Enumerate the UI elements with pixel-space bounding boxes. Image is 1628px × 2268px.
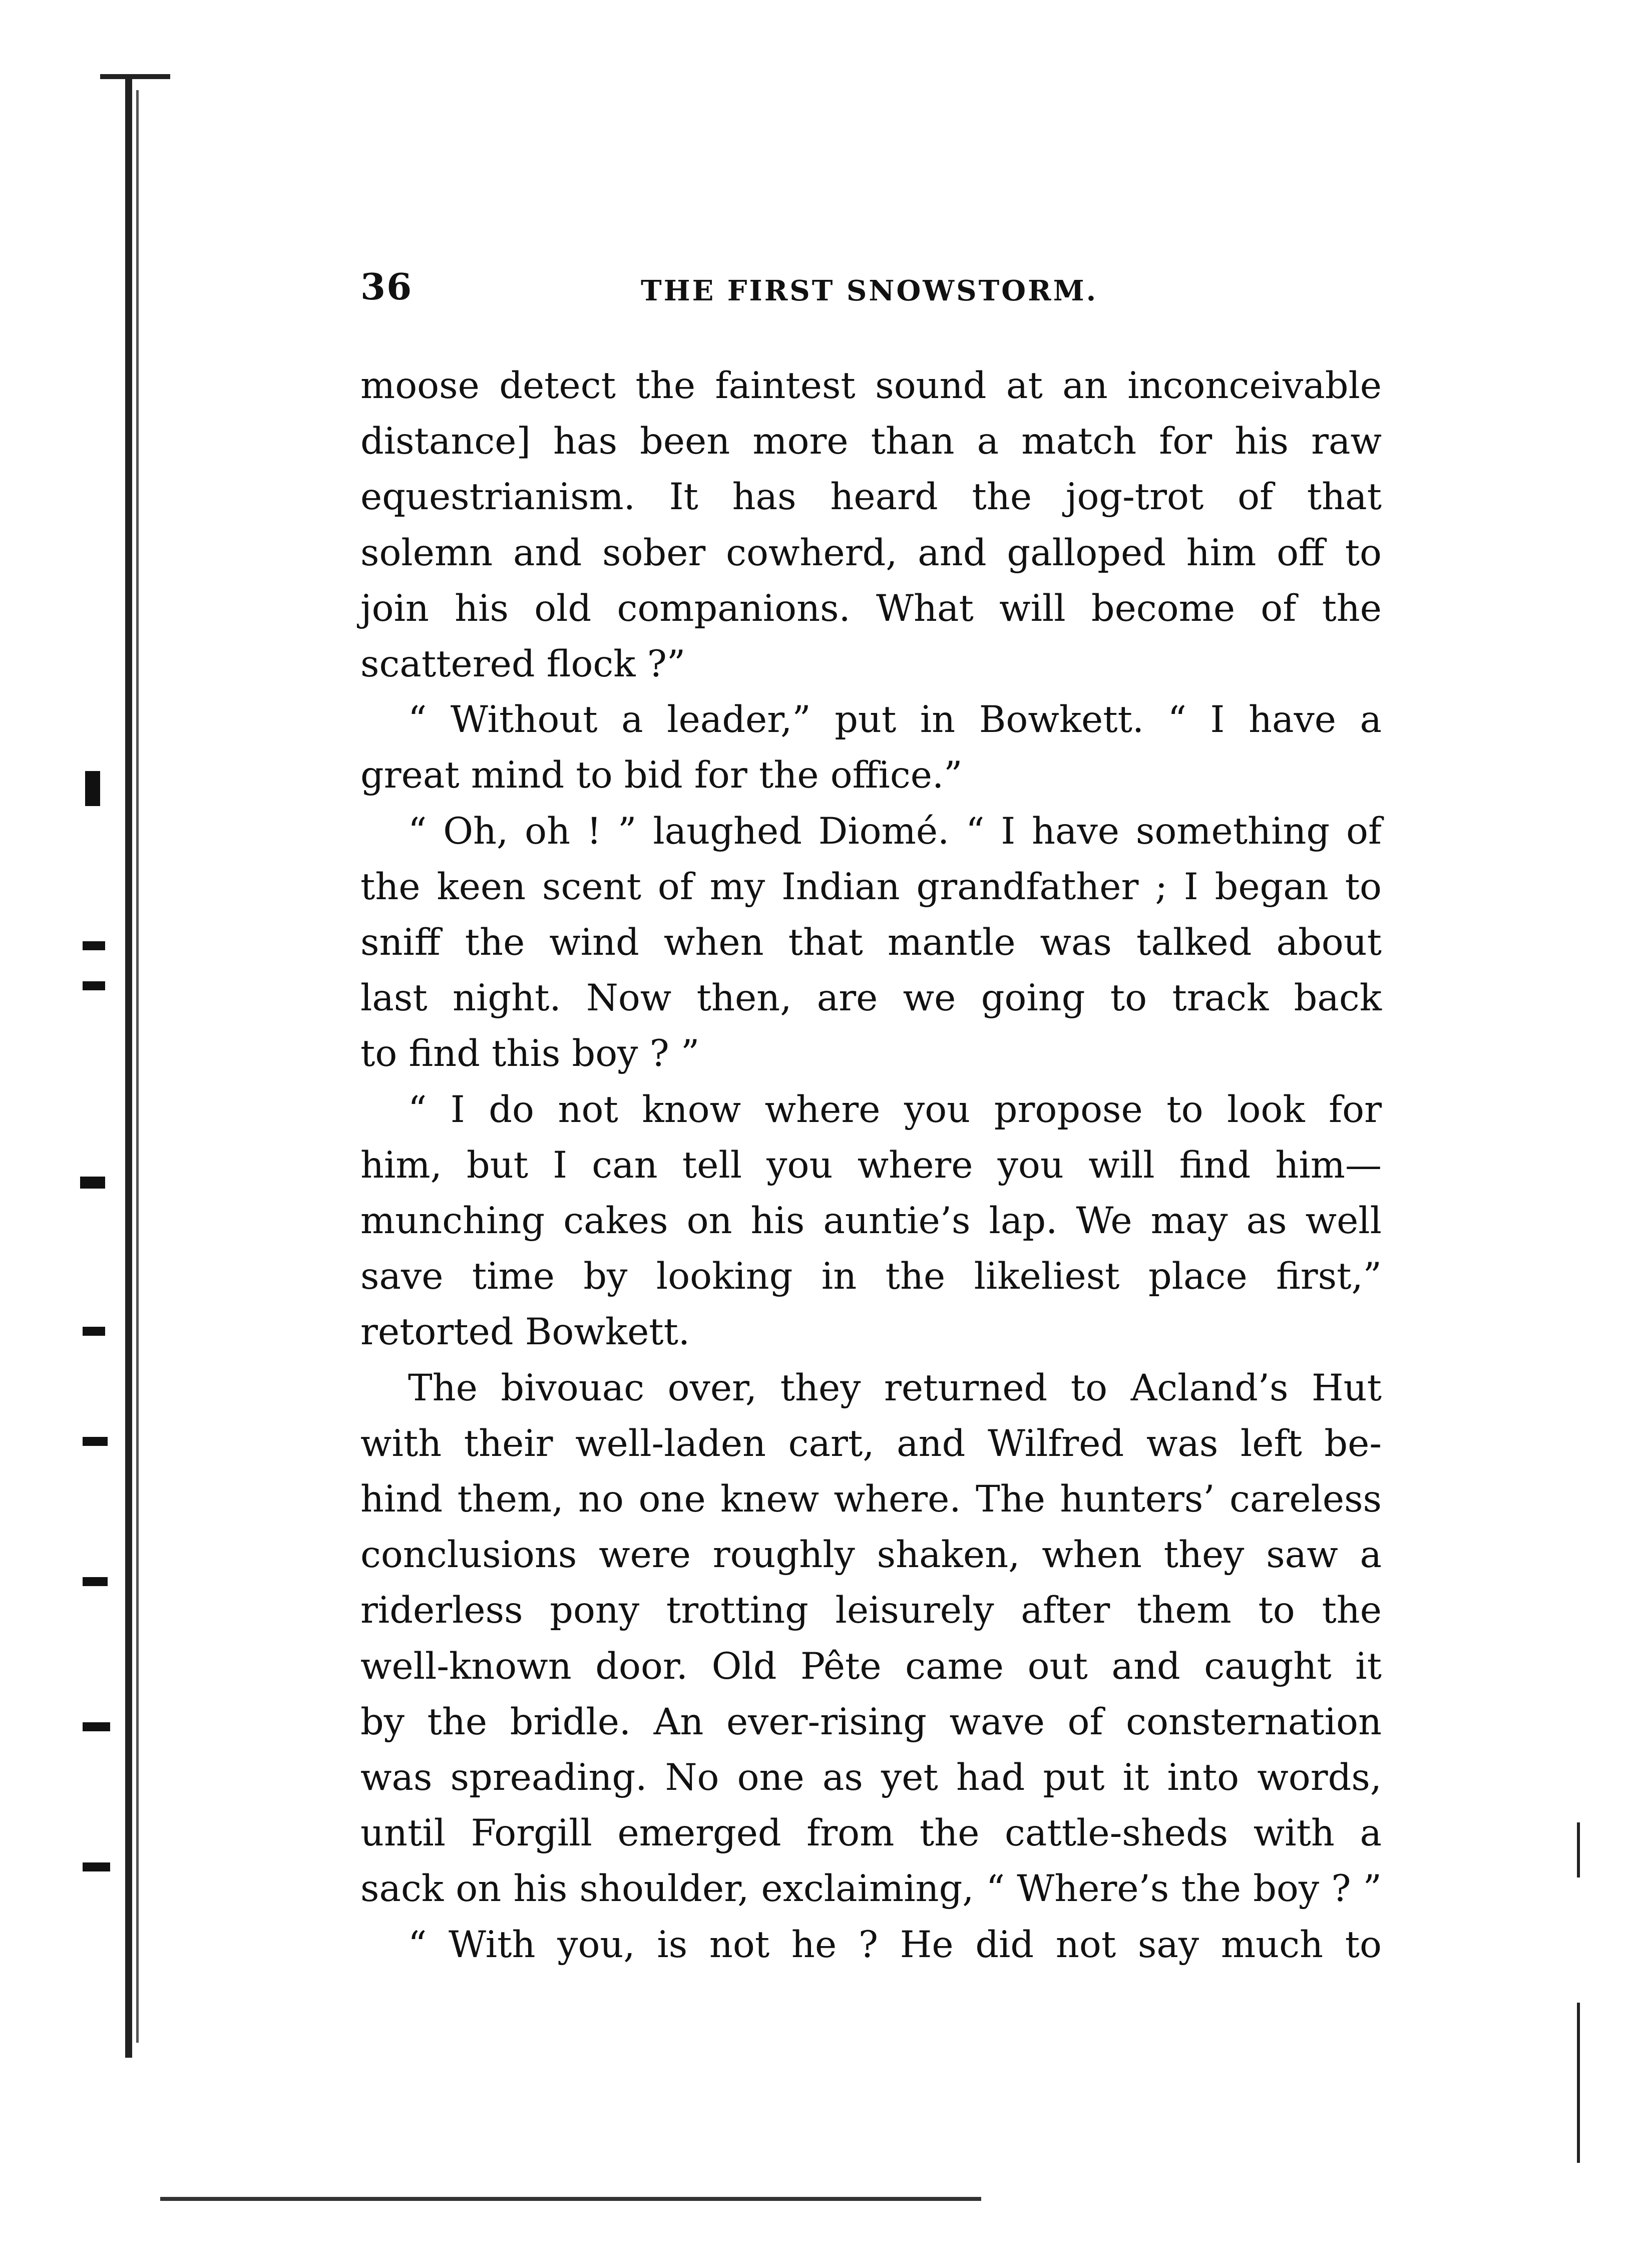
text-line: him, but I can tell you where you will find him— (360, 1144, 1382, 1187)
running-head: THE FIRST SNOWSTORM. (641, 274, 1098, 307)
text-line: to find this boy ? ” (360, 1032, 700, 1075)
binding-gutter-inner (136, 90, 139, 2043)
text-line: conclusions were roughly shaken, when they saw a (360, 1534, 1382, 1577)
gutter-mark (85, 771, 100, 806)
text-line: the keen scent of my Indian grandfather ; I began to (360, 865, 1382, 908)
text-line: great mind to bid for the office.” (360, 754, 963, 797)
text-line: by the bridle. An ever-rising wave of consternation (360, 1700, 1382, 1743)
gutter-mark (83, 981, 105, 990)
text-line: save time by looking in the likeliest place first,” (360, 1255, 1382, 1298)
gutter-mark (83, 1327, 105, 1336)
text-line: moose detect the faintest sound at an inconceivable (360, 364, 1382, 407)
text-line: sack on his shoulder, exclaiming, “ Where’s the boy ? ” (360, 1867, 1382, 1911)
gutter-mark (83, 1437, 108, 1446)
text-line: last night. Now then, are we going to track back (360, 977, 1382, 1020)
text-line: distance] has been more than a match for his raw (360, 420, 1382, 463)
gutter-mark (83, 1722, 110, 1731)
binding-gutter (125, 75, 132, 2058)
text-line: The bivouac over, they returned to Acland’s Hut (408, 1366, 1382, 1409)
text-line: with their well-laden cart, and Wilfred was left be- (360, 1422, 1382, 1465)
text-line: “ Oh, oh ! ” laughed Diomé. “ I have something of (408, 810, 1382, 853)
text-line: retorted Bowkett. (360, 1311, 690, 1354)
text-line: riderless pony trotting leisurely after them to the (360, 1589, 1382, 1632)
scan-edge-right (1577, 1822, 1580, 1877)
text-line: join his old companions. What will become of the (360, 587, 1382, 630)
text-line: until Forgill emerged from the cattle-sheds with a (360, 1812, 1382, 1855)
text-line: well-known door. Old Pête came out and caught it (360, 1645, 1382, 1688)
page-number: 36 (360, 265, 413, 308)
text-line: “ Without a leader,” put in Bowkett. “ I have a (408, 698, 1382, 741)
text-line: “ I do not know where you propose to look for (408, 1088, 1382, 1131)
text-line: equestrianism. It has heard the jog-trot of that (360, 476, 1382, 519)
page-header (360, 265, 1252, 315)
text-line: solemn and sober cowherd, and galloped him off to (360, 531, 1382, 574)
gutter-mark (83, 1577, 108, 1586)
gutter-mark (80, 1177, 105, 1189)
text-line: sniff the wind when that mantle was talked about (360, 921, 1382, 964)
gutter-mark (83, 1862, 110, 1871)
scan-edge-top (100, 74, 170, 79)
text-line: was spreading. No one as yet had put it into words, (360, 1756, 1382, 1799)
scan-edge-bottom (160, 2197, 981, 2201)
text-line: munching cakes on his auntie’s lap. We may as well (360, 1200, 1382, 1243)
text-line: “ With you, is not he ? He did not say much to (408, 1923, 1382, 1966)
gutter-mark (83, 941, 105, 950)
scan-edge-right (1577, 2003, 1580, 2163)
body-text (360, 358, 1382, 1973)
text-line: hind them, no one knew where. The hunters’ careless (360, 1478, 1382, 1521)
text-line: scattered flock ?” (360, 643, 686, 686)
